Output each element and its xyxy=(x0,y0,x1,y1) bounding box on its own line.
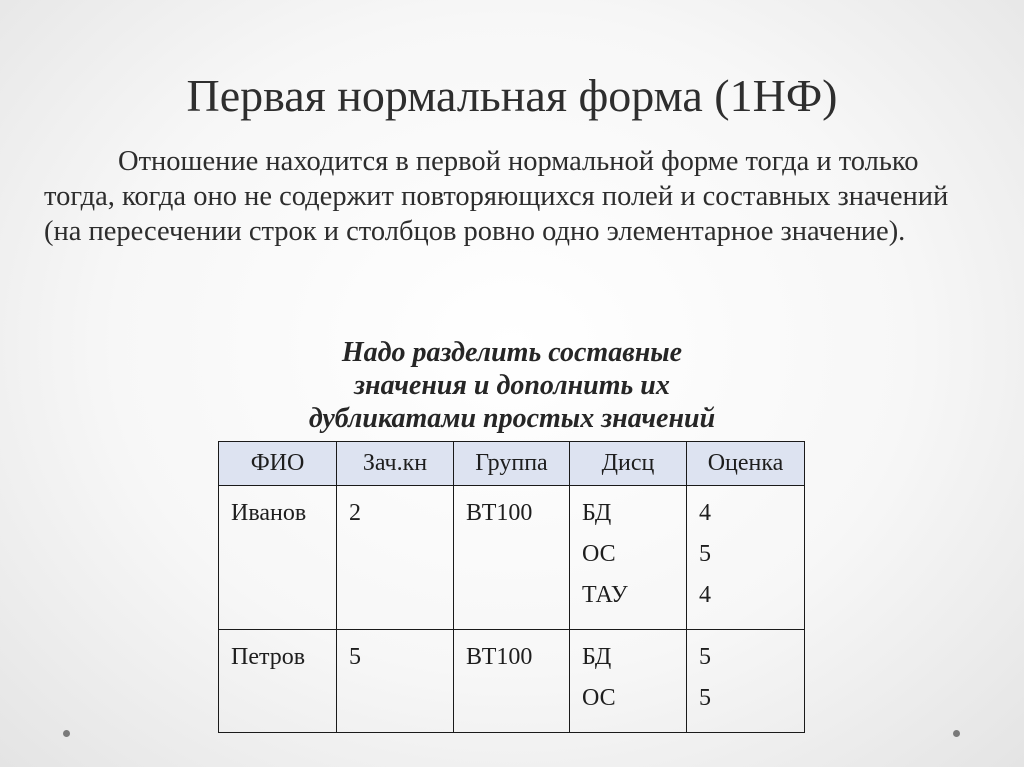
cell-grade-value: 5 xyxy=(699,541,711,567)
header-disc: Дисц xyxy=(570,442,687,486)
emphasis-line-2: значения и дополнить их xyxy=(354,370,670,401)
bullet-dot-icon xyxy=(953,730,960,737)
cell-group-value: ВТ100 xyxy=(466,644,533,670)
cell-grade xyxy=(687,486,805,630)
cell-grade-value: 5 xyxy=(699,644,711,670)
emphasis-line-3: дубликатами простых значений xyxy=(308,403,716,434)
cell-zach-value: 2 xyxy=(349,500,361,526)
slide-title: Первая нормальная форма (1НФ) xyxy=(186,70,838,121)
cell-disc-value: ТАУ xyxy=(582,582,628,608)
cell-disc-value: БД xyxy=(582,500,612,526)
emphasis-line-1: Надо разделить составные xyxy=(341,337,683,368)
cell-grade-value: 4 xyxy=(699,500,711,526)
cell-fio-value: Иванов xyxy=(231,500,307,526)
cell-zach xyxy=(337,486,454,630)
cell-disc xyxy=(570,630,687,733)
cell-grade-value: 4 xyxy=(699,582,711,608)
cell-disc-value: БД xyxy=(582,644,612,670)
header-grade: Оценка xyxy=(687,442,805,486)
cell-group xyxy=(454,630,570,733)
student-grades-table xyxy=(218,441,805,733)
table-row xyxy=(219,630,805,733)
cell-grade-value: 5 xyxy=(699,685,711,711)
table-row xyxy=(219,486,805,630)
header-zach: Зач.кн xyxy=(337,442,454,486)
cell-disc xyxy=(570,486,687,630)
emphasis-note xyxy=(200,336,824,435)
header-fio: ФИО xyxy=(219,442,337,486)
definition-text: Отношение находится в первой нормальной форме тогда и только тогда, когда оно не содержит повторяющихся полей и составных значений (на пересечении строк и столбцов ровно одно элементарное значение). xyxy=(44,146,949,247)
cell-group-value: ВТ100 xyxy=(466,500,533,526)
cell-fio xyxy=(219,630,337,733)
cell-fio-value: Петров xyxy=(231,644,306,670)
table-header-row xyxy=(219,442,805,486)
header-group: Группа xyxy=(454,442,570,486)
bullet-dot-icon xyxy=(63,730,70,737)
cell-disc-value: ОС xyxy=(582,685,616,711)
cell-zach xyxy=(337,630,454,733)
cell-group xyxy=(454,486,570,630)
cell-zach-value: 5 xyxy=(349,644,361,670)
cell-grade xyxy=(687,630,805,733)
cell-fio xyxy=(219,486,337,630)
cell-disc-value: ОС xyxy=(582,541,616,567)
